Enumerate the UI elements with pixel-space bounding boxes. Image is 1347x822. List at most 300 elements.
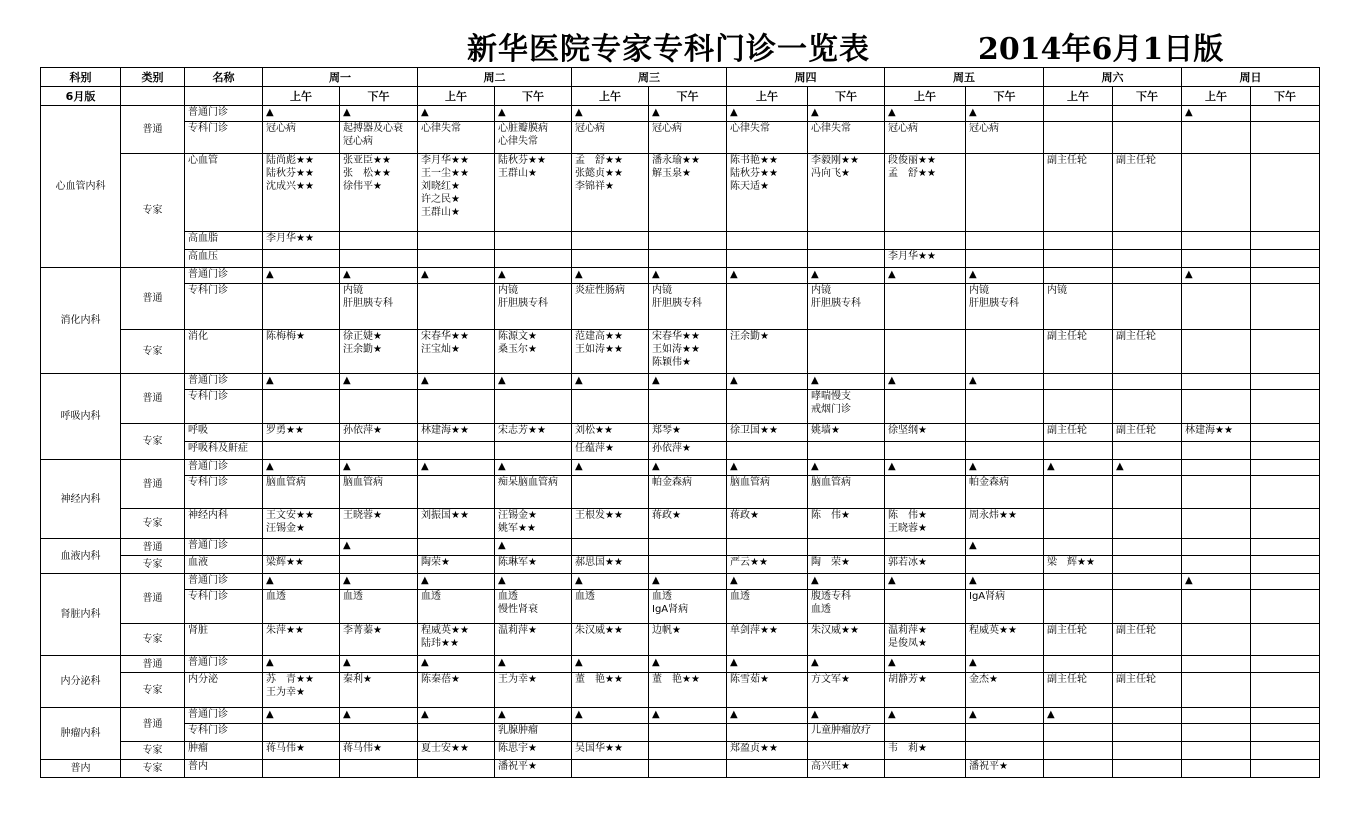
dept-cell: 消化内科 xyxy=(41,268,121,374)
schedule-cell: 胡静芳★ xyxy=(885,673,966,708)
schedule-cell: 董 艳★★ xyxy=(649,673,727,708)
table-row xyxy=(41,424,1320,442)
schedule-cell xyxy=(727,760,808,778)
schedule-cell: ▲ xyxy=(340,374,418,390)
schedule-cell: ▲ xyxy=(727,708,808,724)
schedule-cell xyxy=(1251,374,1320,390)
schedule-cell: 任蕴萍★ xyxy=(572,442,649,460)
schedule-cell: 罗勇★★ xyxy=(263,424,340,442)
schedule-cell: 陆秋芬★★ 王群山★ xyxy=(495,154,572,232)
table-row xyxy=(41,742,1320,760)
schedule-cell: 严云★★ xyxy=(727,556,808,574)
schedule-cell: 陆尚彪★★ 陆秋芬★★ 沈成兴★★ xyxy=(263,154,340,232)
clinic-name-cell: 呼吸 xyxy=(185,424,263,442)
schedule-cell: ▲ xyxy=(572,708,649,724)
schedule-cell: ▲ xyxy=(808,268,885,284)
dept-cell: 呼吸内科 xyxy=(41,374,121,460)
schedule-cell: 内镜 肝胆胰专科 xyxy=(808,284,885,330)
header-pm: 下午 xyxy=(340,87,418,106)
schedule-cell: ▲ xyxy=(649,656,727,673)
schedule-cell: 陈琳军★ xyxy=(495,556,572,574)
schedule-cell: 起搏器及心衰 冠心病 xyxy=(340,122,418,154)
schedule-cell xyxy=(418,760,495,778)
schedule-cell: 韦 莉★ xyxy=(885,742,966,760)
schedule-cell xyxy=(1182,250,1251,268)
schedule-cell: 边帆★ xyxy=(649,624,727,656)
schedule-cell: 宋志芳★★ xyxy=(495,424,572,442)
schedule-cell xyxy=(966,232,1044,250)
schedule-cell: 陈思宇★ xyxy=(495,742,572,760)
schedule-cell xyxy=(1251,330,1320,374)
schedule-cell: ▲ xyxy=(649,374,727,390)
dept-cell: 内分泌科 xyxy=(41,656,121,708)
schedule-cell xyxy=(495,232,572,250)
schedule-cell: ▲ xyxy=(495,374,572,390)
dept-cell: 血液内科 xyxy=(41,539,121,574)
table-row xyxy=(41,106,1320,122)
header-am: 上午 xyxy=(1182,87,1251,106)
schedule-cell: 内镜 xyxy=(1044,284,1113,330)
schedule-cell: 腹透专科 血透 xyxy=(808,590,885,624)
category-cell: 专家 xyxy=(121,624,185,656)
header-blank xyxy=(185,87,263,106)
header-pm: 下午 xyxy=(1113,87,1182,106)
schedule-cell: ▲ xyxy=(966,539,1044,556)
schedule-cell: 朱萍★★ xyxy=(263,624,340,656)
schedule-cell xyxy=(649,724,727,742)
schedule-cell: 刘松★★ xyxy=(572,424,649,442)
category-cell: 专家 xyxy=(121,330,185,374)
schedule-cell xyxy=(1044,590,1113,624)
clinic-name-cell: 普内 xyxy=(185,760,263,778)
schedule-cell: ▲ xyxy=(808,106,885,122)
schedule-cell xyxy=(1251,460,1320,476)
schedule-cell: 周永炜★★ xyxy=(966,509,1044,539)
schedule-cell: 单剑萍★★ xyxy=(727,624,808,656)
schedule-cell: 陶 荣★ xyxy=(808,556,885,574)
category-cell: 专家 xyxy=(121,424,185,460)
schedule-cell xyxy=(649,760,727,778)
schedule-cell xyxy=(263,250,340,268)
table-row xyxy=(41,330,1320,374)
schedule-cell: ▲ xyxy=(1044,708,1113,724)
schedule-cell: ▲ xyxy=(495,460,572,476)
schedule-cell: 陈书艳★★ 陆秋芬★★ 陈天适★ xyxy=(727,154,808,232)
schedule-cell: ▲ xyxy=(1113,460,1182,476)
header-row-days xyxy=(41,68,1320,87)
schedule-cell: 帕金森病 xyxy=(966,476,1044,509)
schedule-cell xyxy=(1251,122,1320,154)
header-day-sun: 周日 xyxy=(1182,68,1320,87)
schedule-cell: 内镜 肝胆胰专科 xyxy=(966,284,1044,330)
schedule-cell: 潘祝平★ xyxy=(966,760,1044,778)
schedule-cell xyxy=(727,724,808,742)
schedule-cell xyxy=(340,442,418,460)
category-cell: 普通 xyxy=(121,106,185,154)
schedule-cell xyxy=(1113,476,1182,509)
schedule-cell: 梁辉★★ xyxy=(263,556,340,574)
schedule-cell xyxy=(727,442,808,460)
schedule-cell xyxy=(1182,556,1251,574)
clinic-name-cell: 普通门诊 xyxy=(185,539,263,556)
schedule-cell: ▲ xyxy=(572,574,649,590)
schedule-cell: 孙依萍★ xyxy=(340,424,418,442)
schedule-cell: 汪锡金★ 姚军★★ xyxy=(495,509,572,539)
schedule-cell xyxy=(727,390,808,424)
schedule-cell: 炎症性肠病 xyxy=(572,284,649,330)
header-pm: 下午 xyxy=(649,87,727,106)
schedule-cell xyxy=(808,250,885,268)
schedule-cell: ▲ xyxy=(808,574,885,590)
schedule-cell: 王晓蓉★ xyxy=(340,509,418,539)
schedule-cell xyxy=(1182,656,1251,673)
schedule-cell xyxy=(1182,442,1251,460)
schedule-cell: ▲ xyxy=(649,574,727,590)
schedule-cell: 王为幸★ xyxy=(495,673,572,708)
schedule-cell xyxy=(1182,673,1251,708)
schedule-cell: ▲ xyxy=(572,374,649,390)
clinic-name-cell: 专科门诊 xyxy=(185,590,263,624)
schedule-cell xyxy=(1251,724,1320,742)
page-title xyxy=(0,24,1347,67)
schedule-cell xyxy=(1044,374,1113,390)
table-row xyxy=(41,509,1320,539)
schedule-cell: ▲ xyxy=(418,574,495,590)
header-day-fri: 周五 xyxy=(885,68,1044,87)
schedule-cell xyxy=(1251,106,1320,122)
table-row xyxy=(41,656,1320,673)
table-row xyxy=(41,460,1320,476)
schedule-cell: 蒋马伟★ xyxy=(263,742,340,760)
schedule-cell xyxy=(418,476,495,509)
clinic-name-cell: 专科门诊 xyxy=(185,390,263,424)
schedule-cell xyxy=(495,250,572,268)
schedule-cell xyxy=(1113,509,1182,539)
schedule-cell: 心律失常 xyxy=(418,122,495,154)
schedule-cell: 刘振国★★ xyxy=(418,509,495,539)
header-pm: 下午 xyxy=(966,87,1044,106)
clinic-name-cell: 普通门诊 xyxy=(185,374,263,390)
clinic-name-cell: 普通门诊 xyxy=(185,460,263,476)
header-am: 上午 xyxy=(727,87,808,106)
schedule-cell: ▲ xyxy=(263,574,340,590)
schedule-cell: ▲ xyxy=(966,574,1044,590)
schedule-cell xyxy=(1113,250,1182,268)
schedule-cell xyxy=(1044,232,1113,250)
schedule-cell xyxy=(885,284,966,330)
schedule-cell: 梁 辉★★ xyxy=(1044,556,1113,574)
category-cell: 普通 xyxy=(121,708,185,742)
schedule-cell: 蒋马伟★ xyxy=(340,742,418,760)
schedule-cell xyxy=(418,539,495,556)
clinic-name-cell: 神经内科 xyxy=(185,509,263,539)
schedule-cell: 李菁蓁★ xyxy=(340,624,418,656)
schedule-cell xyxy=(1113,106,1182,122)
schedule-cell xyxy=(1044,760,1113,778)
schedule-cell xyxy=(727,539,808,556)
schedule-cell: 儿童肿瘤放疗 xyxy=(808,724,885,742)
schedule-cell: 宋春华★★ 王如涛★★ 陈颖伟★ xyxy=(649,330,727,374)
schedule-cell: 蒋政★ xyxy=(649,509,727,539)
schedule-cell xyxy=(1044,106,1113,122)
schedule-cell xyxy=(418,284,495,330)
schedule-cell xyxy=(966,724,1044,742)
table-row xyxy=(41,390,1320,424)
title-main: 新华医院专家专科门诊一览表 xyxy=(467,32,870,67)
schedule-cell xyxy=(1251,760,1320,778)
schedule-cell: 孙依萍★ xyxy=(649,442,727,460)
schedule-cell xyxy=(649,556,727,574)
schedule-cell: 内镜 肝胆胰专科 xyxy=(340,284,418,330)
schedule-cell xyxy=(1182,760,1251,778)
schedule-cell: 冠心病 xyxy=(263,122,340,154)
schedule-cell: ▲ xyxy=(885,268,966,284)
dept-cell: 普内 xyxy=(41,760,121,778)
schedule-cell: 温莉萍★ xyxy=(495,624,572,656)
table-row xyxy=(41,250,1320,268)
schedule-cell xyxy=(966,424,1044,442)
schedule-cell: ▲ xyxy=(649,106,727,122)
schedule-cell: ▲ xyxy=(263,374,340,390)
schedule-cell xyxy=(1182,154,1251,232)
schedule-cell: 王文安★★ 汪锡金★ xyxy=(263,509,340,539)
schedule-cell: 脑血管病 xyxy=(263,476,340,509)
schedule-cell: ▲ xyxy=(885,460,966,476)
schedule-cell: 蒋政★ xyxy=(727,509,808,539)
schedule-cell xyxy=(727,232,808,250)
schedule-cell xyxy=(1044,539,1113,556)
clinic-name-cell: 高血脂 xyxy=(185,232,263,250)
schedule-cell xyxy=(1182,509,1251,539)
schedule-cell xyxy=(1113,284,1182,330)
table-row xyxy=(41,268,1320,284)
schedule-cell: ▲ xyxy=(495,268,572,284)
schedule-cell: 潘永瑜★★ 解玉泉★ xyxy=(649,154,727,232)
header-am: 上午 xyxy=(418,87,495,106)
schedule-cell: 姚墙★ xyxy=(808,424,885,442)
schedule-cell xyxy=(1182,330,1251,374)
schedule-cell xyxy=(1251,708,1320,724)
schedule-cell xyxy=(263,390,340,424)
schedule-cell: ▲ xyxy=(495,539,572,556)
schedule-cell: 朱汉威★★ xyxy=(808,624,885,656)
schedule-cell: ▲ xyxy=(649,268,727,284)
schedule-cell xyxy=(572,760,649,778)
schedule-cell: ▲ xyxy=(727,268,808,284)
schedule-cell: 乳腺肿瘤 xyxy=(495,724,572,742)
schedule-cell xyxy=(1044,268,1113,284)
table-row xyxy=(41,673,1320,708)
schedule-cell: ▲ xyxy=(495,708,572,724)
schedule-cell xyxy=(1251,232,1320,250)
schedule-cell: ▲ xyxy=(885,708,966,724)
schedule-cell: ▲ xyxy=(263,106,340,122)
schedule-cell xyxy=(1044,476,1113,509)
schedule-cell xyxy=(1251,424,1320,442)
schedule-cell: 冠心病 xyxy=(649,122,727,154)
schedule-cell: ▲ xyxy=(572,268,649,284)
header-row-ampm xyxy=(41,87,1320,106)
schedule-cell xyxy=(263,760,340,778)
schedule-cell: ▲ xyxy=(808,460,885,476)
schedule-cell: 汪余勤★ xyxy=(727,330,808,374)
schedule-cell xyxy=(1182,232,1251,250)
header-am: 上午 xyxy=(572,87,649,106)
category-cell: 专家 xyxy=(121,509,185,539)
table-row xyxy=(41,724,1320,742)
clinic-name-cell: 高血压 xyxy=(185,250,263,268)
category-cell: 专家 xyxy=(121,742,185,760)
schedule-cell xyxy=(1251,539,1320,556)
schedule-cell xyxy=(1251,590,1320,624)
schedule-cell xyxy=(885,390,966,424)
schedule-cell xyxy=(649,742,727,760)
schedule-cell: 秦利★ xyxy=(340,673,418,708)
schedule-cell xyxy=(966,556,1044,574)
schedule-cell: ▲ xyxy=(263,656,340,673)
schedule-cell xyxy=(1113,724,1182,742)
schedule-cell xyxy=(1044,742,1113,760)
schedule-cell: 程威英★★ 陆玮★★ xyxy=(418,624,495,656)
schedule-cell xyxy=(1044,574,1113,590)
schedule-cell xyxy=(885,442,966,460)
schedule-cell: 李月华★★ xyxy=(263,232,340,250)
category-cell: 专家 xyxy=(121,154,185,268)
schedule-cell: 林建海★★ xyxy=(418,424,495,442)
schedule-cell: ▲ xyxy=(885,574,966,590)
schedule-cell xyxy=(727,250,808,268)
table-row xyxy=(41,760,1320,778)
table-row xyxy=(41,708,1320,724)
schedule-cell: 冠心病 xyxy=(572,122,649,154)
schedule-cell: 宋春华★★ 汪宝灿★ xyxy=(418,330,495,374)
schedule-cell: 副主任轮 xyxy=(1044,424,1113,442)
clinic-name-cell: 肾脏 xyxy=(185,624,263,656)
schedule-cell xyxy=(885,539,966,556)
table-row xyxy=(41,556,1320,574)
schedule-cell xyxy=(1113,232,1182,250)
table-row xyxy=(41,374,1320,390)
schedule-cell: 段俊丽★★ 孟 舒★★ xyxy=(885,154,966,232)
schedule-cell: 陈 伟★ 王晓蓉★ xyxy=(885,509,966,539)
category-cell: 普通 xyxy=(121,374,185,424)
schedule-cell: 副主任轮 xyxy=(1113,624,1182,656)
schedule-cell: 陈源文★ 桑玉尔★ xyxy=(495,330,572,374)
schedule-cell: 内镜 肝胆胰专科 xyxy=(495,284,572,330)
header-day-thu: 周四 xyxy=(727,68,885,87)
table-row xyxy=(41,574,1320,590)
schedule-cell: ▲ xyxy=(966,374,1044,390)
schedule-cell: 苏 青★★ 王为幸★ xyxy=(263,673,340,708)
schedule-cell: 心律失常 xyxy=(808,122,885,154)
clinic-name-cell: 内分泌 xyxy=(185,673,263,708)
schedule-cell xyxy=(418,390,495,424)
schedule-cell: 冠心病 xyxy=(885,122,966,154)
schedule-cell xyxy=(1251,624,1320,656)
schedule-cell xyxy=(495,442,572,460)
schedule-cell xyxy=(1182,724,1251,742)
schedule-cell: 脑血管病 xyxy=(808,476,885,509)
schedule-cell: ▲ xyxy=(418,374,495,390)
header-pm: 下午 xyxy=(495,87,572,106)
schedule-cell: ▲ xyxy=(885,106,966,122)
schedule-cell: 郭若冰★ xyxy=(885,556,966,574)
schedule-cell: 副主任轮 xyxy=(1044,154,1113,232)
schedule-cell: ▲ xyxy=(1044,460,1113,476)
table-row xyxy=(41,624,1320,656)
schedule-cell xyxy=(1251,509,1320,539)
schedule-cell xyxy=(966,442,1044,460)
schedule-cell xyxy=(885,590,966,624)
schedule-cell: 郑琴★ xyxy=(649,424,727,442)
schedule-cell: ▲ xyxy=(808,708,885,724)
schedule-cell: 血透 xyxy=(572,590,649,624)
schedule-cell xyxy=(966,154,1044,232)
schedule-cell: ▲ xyxy=(418,460,495,476)
schedule-cell: 郑盈贞★★ xyxy=(727,742,808,760)
schedule-cell xyxy=(1251,250,1320,268)
schedule-cell: ▲ xyxy=(1182,574,1251,590)
schedule-cell xyxy=(1113,374,1182,390)
schedule-cell xyxy=(263,284,340,330)
schedule-cell xyxy=(572,250,649,268)
schedule-cell xyxy=(1182,122,1251,154)
clinic-name-cell: 专科门诊 xyxy=(185,122,263,154)
clinic-name-cell: 专科门诊 xyxy=(185,476,263,509)
schedule-cell: ▲ xyxy=(263,460,340,476)
table-row xyxy=(41,442,1320,460)
schedule-cell xyxy=(649,250,727,268)
schedule-cell xyxy=(1251,284,1320,330)
schedule-cell xyxy=(572,539,649,556)
category-cell: 普通 xyxy=(121,656,185,673)
schedule-cell xyxy=(1182,708,1251,724)
schedule-cell: 副主任轮 xyxy=(1044,624,1113,656)
schedule-table xyxy=(40,67,1320,778)
schedule-cell xyxy=(1182,539,1251,556)
schedule-cell: ▲ xyxy=(495,656,572,673)
schedule-cell xyxy=(1182,624,1251,656)
schedule-cell: ▲ xyxy=(808,656,885,673)
schedule-cell xyxy=(1113,708,1182,724)
schedule-cell xyxy=(1044,250,1113,268)
schedule-cell: ▲ xyxy=(340,539,418,556)
clinic-name-cell: 普通门诊 xyxy=(185,574,263,590)
schedule-cell: 哮喘慢支 戒烟门诊 xyxy=(808,390,885,424)
header-blank xyxy=(121,87,185,106)
schedule-cell: ▲ xyxy=(966,708,1044,724)
schedule-cell xyxy=(1182,476,1251,509)
schedule-cell: 陈秦蓓★ xyxy=(418,673,495,708)
clinic-name-cell: 专科门诊 xyxy=(185,724,263,742)
schedule-cell xyxy=(808,232,885,250)
schedule-cell: ▲ xyxy=(727,656,808,673)
schedule-cell xyxy=(1182,390,1251,424)
clinic-name-cell: 肿瘤 xyxy=(185,742,263,760)
schedule-cell: 副主任轮 xyxy=(1113,673,1182,708)
schedule-cell xyxy=(1251,268,1320,284)
schedule-cell: 郝思国★★ xyxy=(572,556,649,574)
schedule-cell: 潘祝平★ xyxy=(495,760,572,778)
schedule-cell xyxy=(1044,390,1113,424)
schedule-cell: ▲ xyxy=(727,460,808,476)
schedule-cell: ▲ xyxy=(727,374,808,390)
clinic-name-cell: 呼吸科及鼾症 xyxy=(185,442,263,460)
schedule-cell: ▲ xyxy=(418,656,495,673)
header-am: 上午 xyxy=(1044,87,1113,106)
schedule-cell xyxy=(885,232,966,250)
schedule-cell xyxy=(340,250,418,268)
